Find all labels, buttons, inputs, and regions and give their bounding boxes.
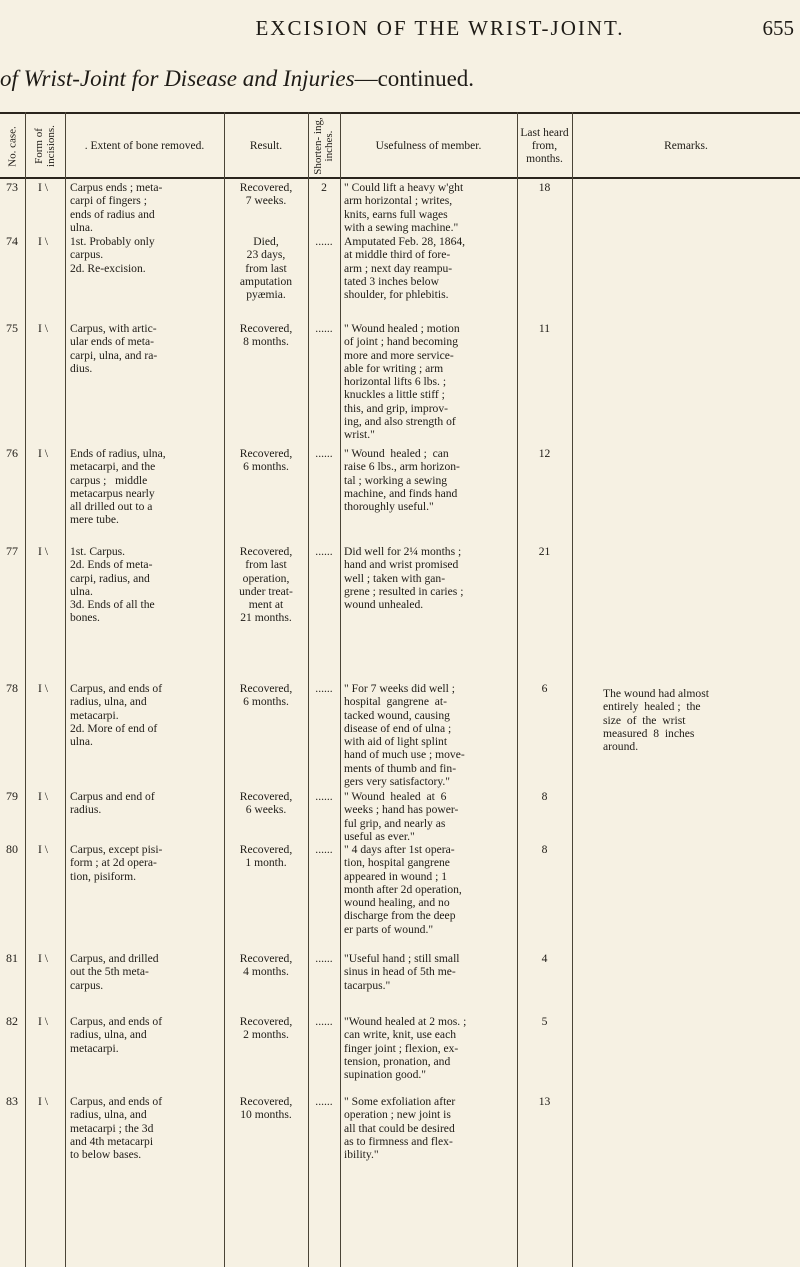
case-number: 76 xyxy=(6,446,18,460)
shortening: 2 xyxy=(321,181,327,194)
shortening: ...... xyxy=(315,682,333,695)
table-header-rule xyxy=(0,177,800,179)
column-divider xyxy=(224,112,225,1267)
header-last-heard: Last heard from, months. xyxy=(520,126,569,165)
column-divider xyxy=(308,112,309,1267)
extent-removed: Carpus, and ends of radius, ulna, and metacarpi. xyxy=(70,1015,163,1055)
running-title: EXCISION OF THE WRIST-JOINT. xyxy=(255,16,625,40)
extent-removed: Carpus, and ends of radius, ulna, and metacarpi ; the 3d and 4th metacarpi to below bases. xyxy=(70,1095,163,1162)
result: Recovered, 6 months. xyxy=(239,447,293,474)
extent-removed: Carpus, and ends of radius, ulna, and metacarpi. 2d. More of end of ulna. xyxy=(70,682,163,749)
usefulness: " Some exfoliation after operation ; new joint is all that could be desired as to firmness and flex- ibility." xyxy=(344,1095,456,1162)
remarks: The wound had almost entirely healed ; the size of the wrist measured 8 inches around. xyxy=(603,687,709,754)
result: Recovered, 4 months. xyxy=(239,952,293,979)
extent-removed: 1st. Probably only carpus. 2d. Re-excision. xyxy=(70,235,155,275)
case-number: 83 xyxy=(6,1094,18,1108)
table-title xyxy=(0,66,474,92)
last-heard: 13 xyxy=(538,1095,551,1108)
result: Recovered, 2 months. xyxy=(239,1015,293,1042)
incision-form: I \ xyxy=(38,322,48,335)
usefulness: "Useful hand ; still small sinus in head of 5th me- tacarpus." xyxy=(344,952,460,992)
page-number: 655 xyxy=(762,16,794,40)
incision-form: I \ xyxy=(38,952,48,965)
last-heard: 4 xyxy=(541,952,548,965)
shortening: ...... xyxy=(315,790,333,803)
column-divider xyxy=(25,112,26,1267)
table-top-rule xyxy=(0,112,800,114)
extent-removed: Carpus, except pisi- form ; at 2d opera- tion, pisiform. xyxy=(70,843,163,883)
shortening: ...... xyxy=(315,952,333,965)
last-heard: 8 xyxy=(541,790,548,803)
incision-form: I \ xyxy=(38,790,48,803)
header-form: Form of incisions. xyxy=(33,125,57,167)
usefulness: Amputated Feb. 28, 1864, at middle third of fore- arm ; next day reampu- tated 3 inches below shoulder, for phlebitis. xyxy=(344,235,466,302)
incision-form: I \ xyxy=(38,181,48,194)
case-number: 73 xyxy=(6,180,18,194)
case-number: 80 xyxy=(6,842,18,856)
header-result: Result. xyxy=(249,139,283,152)
extent-removed: 1st. Carpus. 2d. Ends of meta- carpi, radius, and ulna. 3d. Ends of all the bones. xyxy=(70,545,155,625)
last-heard: 11 xyxy=(538,322,551,335)
last-heard: 5 xyxy=(541,1015,548,1028)
incision-form: I \ xyxy=(38,682,48,695)
table-title-continued: —continued. xyxy=(354,66,475,91)
shortening: ...... xyxy=(315,843,333,856)
case-number: 75 xyxy=(6,321,18,335)
result: Recovered, from last operation, under treat- ment at 21 months. xyxy=(239,545,293,625)
usefulness: " 4 days after 1st opera- tion, hospital gangrene appeared in wound ; 1 month after 2d operation, wound healing, and no discharge from the deep er parts of wound." xyxy=(344,843,462,936)
case-number: 81 xyxy=(6,951,18,965)
shortening: ...... xyxy=(315,1015,333,1028)
last-heard: 18 xyxy=(538,181,551,194)
extent-removed: Carpus, and drilled out the 5th meta- carpus. xyxy=(70,952,159,992)
incision-form: I \ xyxy=(38,447,48,460)
column-divider xyxy=(517,112,518,1267)
usefulness: " Wound healed ; can raise 6 lbs., arm horizon- tal ; working a sewing machine, and finds hand thoroughly useful." xyxy=(344,447,460,514)
column-divider xyxy=(572,112,573,1267)
result: Recovered, 7 weeks. xyxy=(239,181,293,208)
result: Died, 23 days, from last amputation pyæmia. xyxy=(239,235,293,302)
case-number: 78 xyxy=(6,681,18,695)
incision-form: I \ xyxy=(38,235,48,248)
table-title-prefix: of xyxy=(0,66,18,91)
usefulness: " For 7 weeks did well ; hospital gangrene at- tacked wound, causing disease of end of ulna ; with aid of light splint hand of much use ; move- ments of thumb and fin- gers very satisfactory." xyxy=(344,682,465,789)
shortening: ...... xyxy=(315,1095,333,1108)
shortening: ...... xyxy=(315,545,333,558)
case-number: 82 xyxy=(6,1014,18,1028)
usefulness: " Wound healed ; motion of joint ; hand becoming more and more service- able for writing ; arm horizontal lifts 6 lbs. ; knuckles a little stiff ; this, and grip, improv- ing, and also strength of wrist." xyxy=(344,322,460,442)
result: Recovered, 6 months. xyxy=(239,682,293,709)
extent-removed: Carpus ends ; meta- carpi of fingers ; ends of radius and ulna. xyxy=(70,181,163,234)
last-heard: 21 xyxy=(538,545,551,558)
usefulness: "Wound healed at 2 mos. ; can write, knit, use each finger joint ; flexion, ex- tension, pronation, and supination good." xyxy=(344,1015,467,1082)
case-number: 79 xyxy=(6,789,18,803)
incision-form: I \ xyxy=(38,545,48,558)
extent-removed: Ends of radius, ulna, metacarpi, and the carpus ; middle metacarpus nearly all drilled out to a mere tube. xyxy=(70,447,166,527)
incision-form: I \ xyxy=(38,843,48,856)
case-number: 77 xyxy=(6,544,18,558)
header-remarks: Remarks. xyxy=(664,139,708,152)
header-extent: . Extent of bone removed. xyxy=(84,139,205,152)
running-head xyxy=(0,14,800,44)
incision-form: I \ xyxy=(38,1015,48,1028)
header-no-case: No. case. xyxy=(6,125,18,167)
table-title-main: Wrist-Joint for Disease and Injuries xyxy=(23,66,355,91)
last-heard: 6 xyxy=(541,682,548,695)
case-number: 74 xyxy=(6,234,18,248)
incision-form: I \ xyxy=(38,1095,48,1108)
shortening: ...... xyxy=(315,235,333,248)
usefulness: " Could lift a heavy w'ght arm horizontal ; writes, knits, earns full wages with a sewing machine." xyxy=(344,181,464,234)
header-usefulness: Usefulness of member. xyxy=(375,139,482,152)
extent-removed: Carpus and end of radius. xyxy=(70,790,155,817)
column-divider xyxy=(65,112,66,1267)
result: Recovered, 6 weeks. xyxy=(239,790,293,817)
result: Recovered, 1 month. xyxy=(239,843,293,870)
column-divider xyxy=(340,112,341,1267)
shortening: ...... xyxy=(315,322,333,335)
last-heard: 8 xyxy=(541,843,548,856)
header-shortening: Shorten- ing, inches. xyxy=(312,117,335,175)
usefulness: " Wound healed at 6 weeks ; hand has power- ful grip, and nearly as useful as ever." xyxy=(344,790,459,843)
last-heard: 12 xyxy=(538,447,551,460)
extent-removed: Carpus, with artic- ular ends of meta- carpi, ulna, and ra- dius. xyxy=(70,322,158,375)
result: Recovered, 8 months. xyxy=(239,322,293,349)
result: Recovered, 10 months. xyxy=(239,1095,293,1122)
shortening: ...... xyxy=(315,447,333,460)
usefulness: Did well for 2¼ months ; hand and wrist promised well ; taken with gan- grene ; resulted in caries ; wound unhealed. xyxy=(344,545,464,612)
